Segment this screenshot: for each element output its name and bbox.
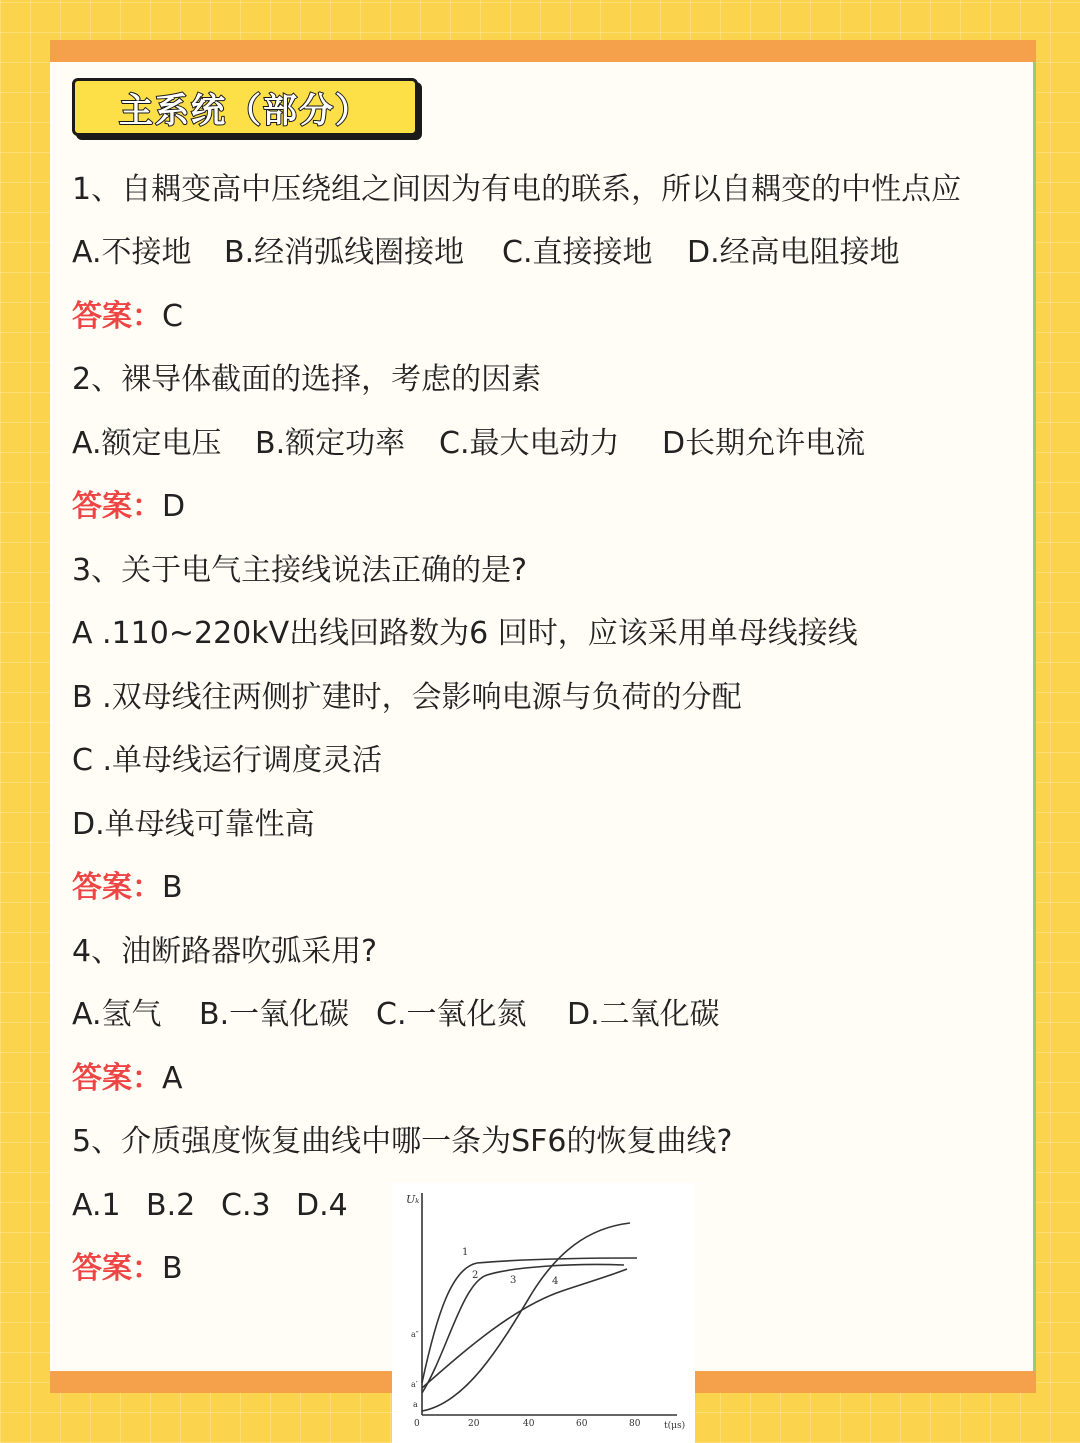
option: B.额定功率 (255, 426, 406, 461)
question-1-options (72, 233, 900, 273)
curve-label: 1 (462, 1247, 469, 1258)
answer-value: B (162, 1251, 183, 1286)
option: D.经高电阻接地 (687, 235, 900, 270)
recovery-curve-figure (392, 1183, 695, 1443)
section-title-box (72, 78, 418, 136)
x-tick: 0 (414, 1419, 420, 1429)
answer-label: 答案： (72, 1061, 162, 1096)
option: D.二氧化碳 (567, 997, 720, 1032)
option: D.4 (296, 1188, 348, 1223)
x-tick: 80 (629, 1419, 641, 1429)
y-tick: a″ (411, 1330, 419, 1339)
option: A.额定电压 (72, 426, 222, 461)
question-3: 3、关于电气主接线说法正确的是? (72, 553, 528, 588)
answer-label: 答案： (72, 489, 162, 524)
question-3-option-d: D.单母线可靠性高 (72, 807, 315, 842)
answer-label: 答案： (72, 1251, 162, 1286)
curve-4 (422, 1269, 627, 1388)
question-3-option-c: C .单母线运行调度灵活 (72, 743, 383, 778)
curve-label: 2 (472, 1270, 479, 1281)
question-5-options (72, 1186, 348, 1226)
top-accent-bar (50, 40, 1036, 62)
option: C.一氧化氮 (376, 997, 527, 1032)
curve-label: 4 (552, 1276, 559, 1287)
answer-label: 答案： (72, 299, 162, 334)
option: C.最大电动力 (439, 426, 620, 461)
curve-3 (422, 1223, 630, 1411)
curve-label: 3 (510, 1275, 517, 1286)
question-2: 2、裸导体截面的选择，考虑的因素 (72, 362, 542, 397)
answer-4 (72, 1059, 183, 1099)
x-tick: 60 (576, 1419, 588, 1429)
answer-2 (72, 487, 185, 527)
answer-label: 答案： (72, 870, 162, 905)
y-tick: a′ (411, 1380, 418, 1389)
answer-value: D (162, 489, 186, 524)
answer-value: C (162, 299, 183, 334)
answer-5 (72, 1249, 183, 1289)
y-axis-label: Uₖ (406, 1193, 420, 1206)
answer-value: B (162, 870, 183, 905)
option: C.直接接地 (502, 235, 653, 270)
option: A.1 (72, 1188, 121, 1223)
option: B.一氧化碳 (199, 997, 350, 1032)
option: B.2 (146, 1188, 196, 1223)
option: C.3 (221, 1188, 271, 1223)
recovery-curve-plot (392, 1183, 695, 1443)
section-title: 主系统（部分） (119, 90, 371, 131)
option: D长期允许电流 (662, 426, 866, 461)
answer-1 (72, 297, 183, 337)
option: B.经消弧线圈接地 (224, 235, 465, 270)
question-4: 4、油断路器吹弧采用? (72, 934, 378, 969)
answer-3 (72, 868, 183, 908)
question-5: 5、介质强度恢复曲线中哪一条为SF6的恢复曲线? (72, 1124, 733, 1159)
y-tick: a (413, 1400, 418, 1409)
answer-value: A (162, 1061, 183, 1096)
question-3-option-a: A .110~220kV出线回路数为6 回时，应该采用单母线接线 (72, 616, 858, 651)
option: A.氢气 (72, 997, 162, 1032)
question-2-options (72, 424, 865, 464)
x-tick: 20 (468, 1419, 480, 1429)
question-3-option-b: B .双母线往两侧扩建时，会影响电源与负荷的分配 (72, 680, 742, 715)
x-axis-label: t(μs) (664, 1421, 686, 1431)
option: A.不接地 (72, 235, 192, 270)
question-1: 1、自耦变高中压绕组之间因为有电的联系，所以自耦变的中性点应 (72, 172, 962, 207)
x-tick: 40 (523, 1419, 535, 1429)
question-4-options (72, 995, 720, 1035)
